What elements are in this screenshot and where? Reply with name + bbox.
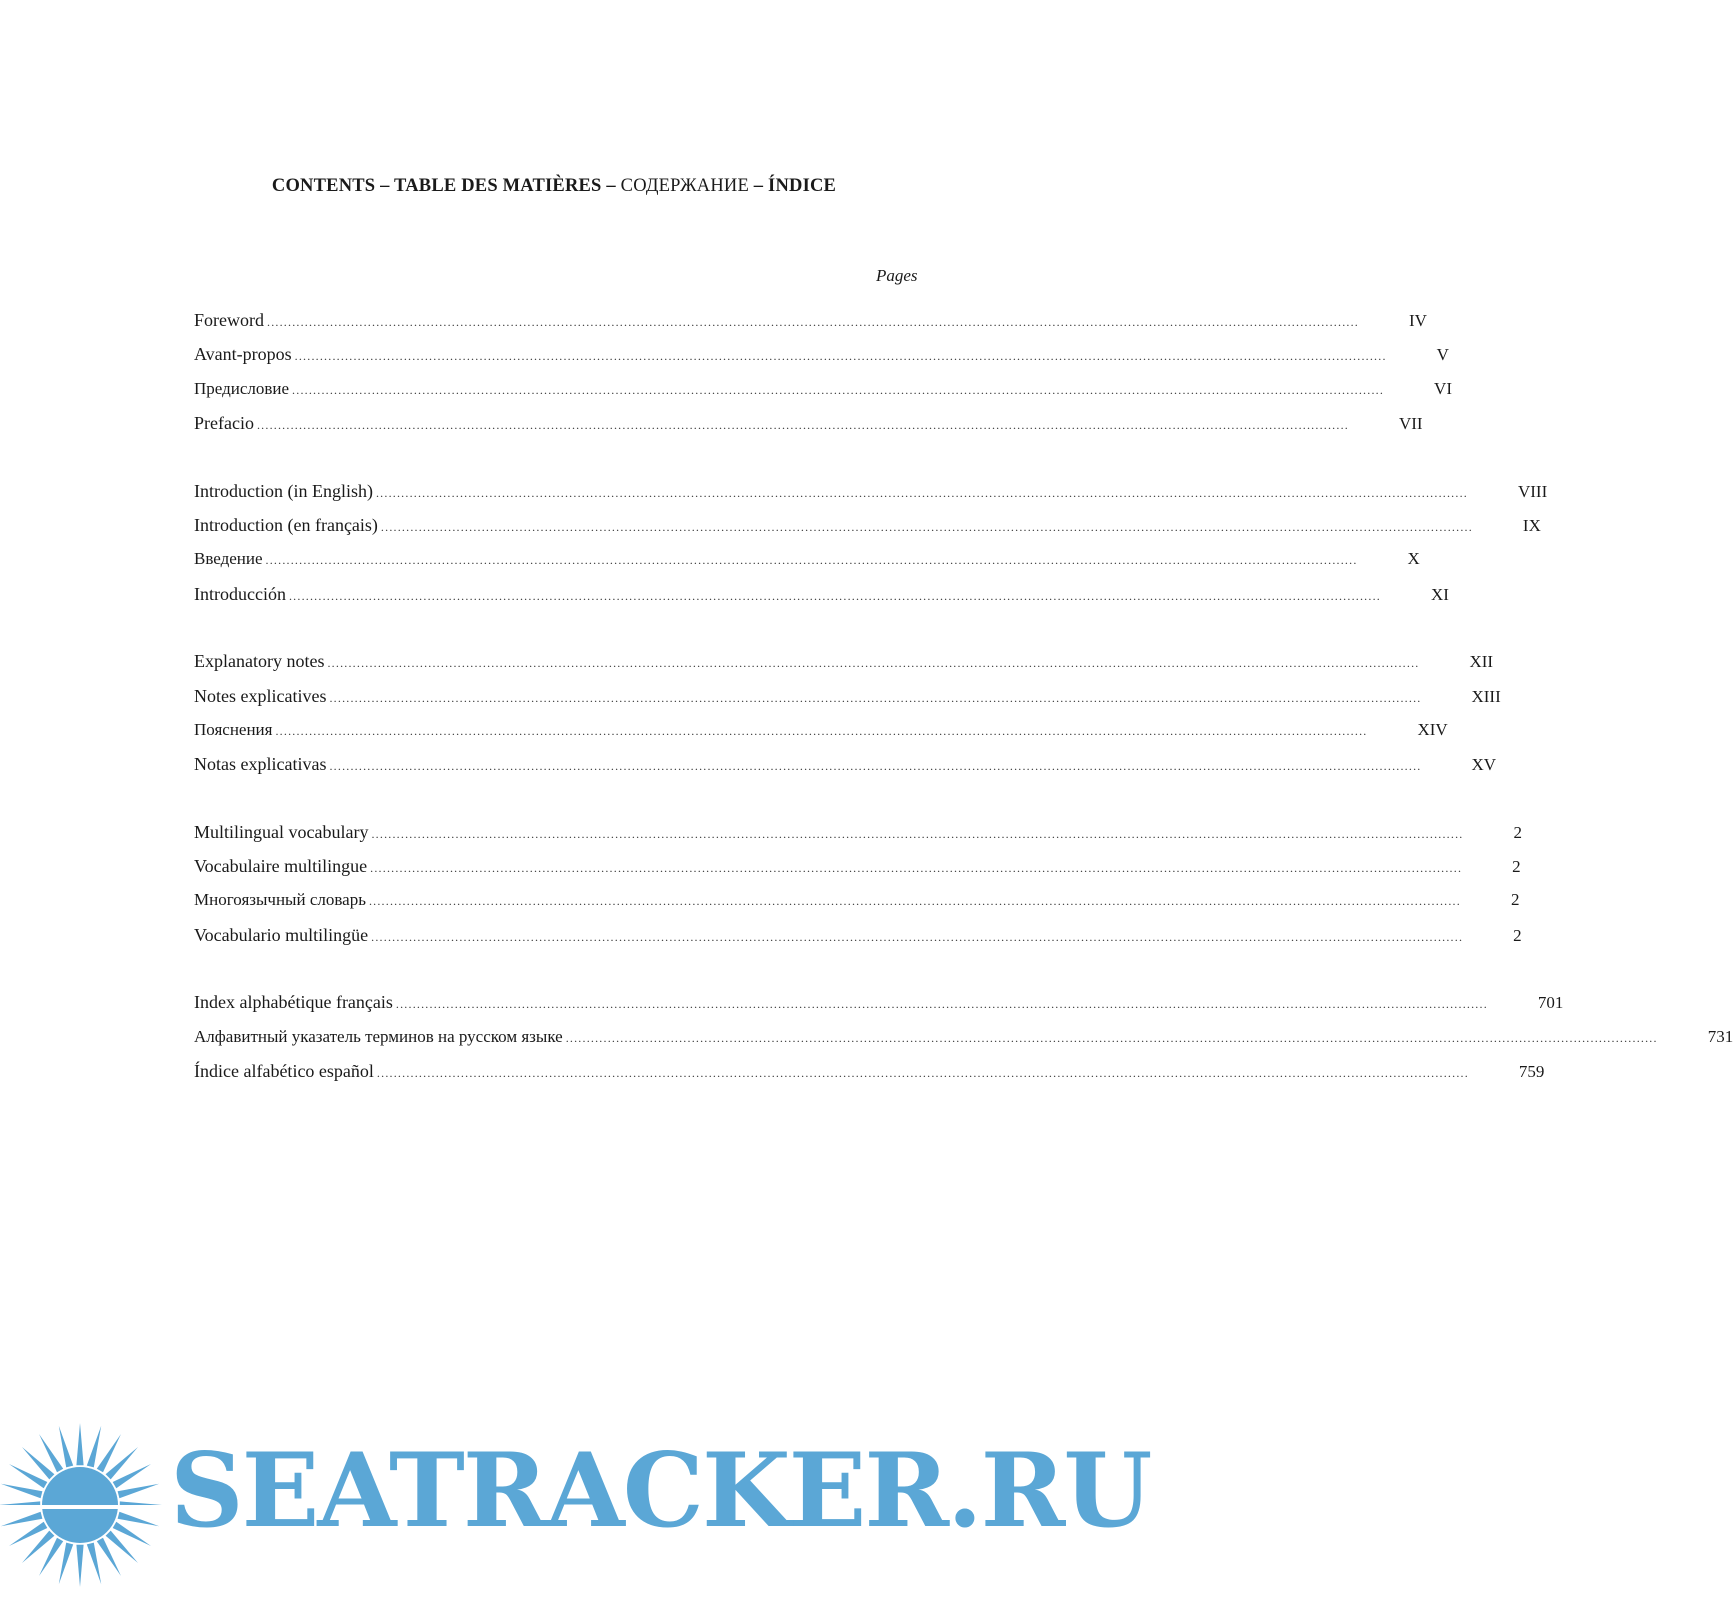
- title-part-latin: CONTENTS – TABLE DES MATIÈRES –: [271, 176, 621, 196]
- toc-entry[interactable]: [194, 651, 1494, 685]
- toc-entry-page-number: VI: [1434, 378, 1452, 398]
- toc-entry-page-number: V: [1436, 345, 1449, 365]
- toc-group: [194, 821, 1522, 960]
- toc-entry[interactable]: [194, 344, 1449, 378]
- toc-entry-page-number: 2: [1510, 890, 1520, 910]
- sun-ray: [87, 1543, 101, 1585]
- title-part-cyrillic: СОДЕРЖАНИЕ: [620, 176, 749, 196]
- toc-entry-label: Алфавитный указатель терминов на русском языке: [194, 1026, 563, 1046]
- toc-entry-label: Notes explicatives: [194, 685, 327, 706]
- sun-icon: [0, 1423, 170, 1587]
- dot-leader: ....................................................................................................................................................................................................................................................................: [371, 826, 1464, 841]
- dot-leader: ....................................................................................................................................................................................................................................................................: [395, 997, 1488, 1012]
- sun-ray: [118, 1512, 160, 1526]
- toc-entry-label: Vocabulario multilingüe: [194, 924, 369, 945]
- dot-leader: ....................................................................................................................................................................................................................................................................: [329, 759, 1422, 774]
- sun-ray: [76, 1423, 83, 1465]
- toc-entry-page-number: XIV: [1417, 719, 1448, 739]
- toc-entry[interactable]: [194, 754, 1497, 788]
- toc-entry-page-number: XII: [1469, 652, 1494, 672]
- toc-entry-page-number: IV: [1409, 311, 1427, 330]
- toc-entry[interactable]: [194, 856, 1521, 890]
- toc-entry-label: Introduction (in English): [194, 480, 373, 501]
- dot-leader: ....................................................................................................................................................................................................................................................................: [565, 1030, 1658, 1045]
- toc-entry[interactable]: [194, 413, 1423, 447]
- dot-leader: ....................................................................................................................................................................................................................................................................: [380, 519, 1473, 534]
- toc-entry[interactable]: [194, 310, 1427, 344]
- toc-entry-page-number: 2: [1513, 822, 1522, 842]
- toc-entry-page-number: XV: [1471, 755, 1497, 775]
- pages-column-label: Pages: [876, 266, 918, 285]
- page-title: [0, 176, 1108, 197]
- toc-group: [194, 480, 1548, 619]
- dot-leader: ....................................................................................................................................................................................................................................................................: [288, 588, 1381, 603]
- toc-entry-label: Introducción: [194, 583, 286, 604]
- toc-entry-label: Avant-propos: [194, 344, 292, 365]
- toc-entry-page-number: X: [1407, 549, 1420, 569]
- dot-leader: ....................................................................................................................................................................................................................................................................: [294, 349, 1387, 364]
- dot-leader: ....................................................................................................................................................................................................................................................................: [371, 929, 1464, 944]
- toc-entry-page-number: XI: [1430, 584, 1449, 604]
- sun-ray: [1, 1484, 43, 1498]
- dot-leader: ....................................................................................................................................................................................................................................................................: [375, 485, 1468, 500]
- toc-entry-label: Foreword: [194, 310, 264, 330]
- dot-leader: ....................................................................................................................................................................................................................................................................: [275, 723, 1368, 738]
- toc-entry[interactable]: [194, 924, 1522, 959]
- toc-entry-label: Vocabulaire multilingue: [194, 856, 368, 877]
- toc-entry[interactable]: [194, 992, 1564, 1026]
- toc-group: [194, 651, 1501, 789]
- toc-group: [194, 310, 1452, 448]
- dot-leader: ....................................................................................................................................................................................................................................................................: [370, 861, 1463, 876]
- toc-entry[interactable]: [194, 1026, 1733, 1061]
- toc-entry-page-number: 731: [1707, 1026, 1733, 1046]
- toc-entry-label: Índice alfabético español: [194, 1061, 374, 1082]
- dot-leader: ....................................................................................................................................................................................................................................................................: [265, 553, 1358, 568]
- sun-ray: [59, 1426, 73, 1468]
- toc-entry[interactable]: [194, 719, 1448, 754]
- toc-entry-label: Prefacio: [194, 413, 254, 434]
- toc-entry[interactable]: [194, 549, 1420, 583]
- dot-leader: ....................................................................................................................................................................................................................................................................: [329, 690, 1422, 705]
- toc-entry-page-number: IX: [1522, 515, 1541, 535]
- toc-entry-label: Предисловие: [194, 378, 290, 398]
- sun-ray: [118, 1484, 160, 1498]
- toc-entry-label: Index alphabétique français: [194, 992, 393, 1013]
- toc-entry-page-number: XIII: [1471, 686, 1501, 706]
- dot-leader: ....................................................................................................................................................................................................................................................................: [292, 382, 1385, 397]
- toc-entry-label: Explanatory notes: [194, 651, 325, 672]
- toc-entry-page-number: 759: [1518, 1062, 1545, 1082]
- toc-entry-page-number: VII: [1398, 414, 1423, 434]
- toc-entry[interactable]: [194, 1061, 1545, 1095]
- dot-leader: ....................................................................................................................................................................................................................................................................: [267, 315, 1359, 329]
- toc-group: [194, 992, 1733, 1095]
- toc-entry-page-number: 2: [1513, 925, 1522, 945]
- toc-entry[interactable]: [194, 583, 1449, 618]
- toc-entry[interactable]: [194, 378, 1452, 413]
- toc-entry-label: Пояснения: [194, 719, 273, 739]
- toc-entry-page-number: 2: [1512, 857, 1521, 877]
- toc-entry-label: Introduction (en français): [194, 514, 378, 535]
- sun-ray: [1, 1512, 43, 1526]
- toc-entry[interactable]: [194, 480, 1548, 515]
- toc-entry-label: Notas explicativas: [194, 754, 327, 775]
- toc-entry-label: Multilingual vocabulary: [194, 821, 369, 842]
- dot-leader: ....................................................................................................................................................................................................................................................................: [368, 894, 1461, 909]
- sun-ray: [87, 1426, 101, 1468]
- title-part-spanish: – ÍNDICE: [748, 176, 837, 196]
- toc-entry-page-number: 701: [1537, 993, 1564, 1013]
- watermark-text: SEATRACKER.RU: [170, 1431, 1151, 1551]
- toc-entry[interactable]: [194, 890, 1520, 924]
- toc-entry[interactable]: [194, 821, 1522, 856]
- toc-entry-label: Многоязычный словарь: [194, 890, 366, 910]
- dot-leader: ....................................................................................................................................................................................................................................................................: [256, 418, 1349, 433]
- sun-ray: [59, 1543, 73, 1585]
- sun-ray: [76, 1545, 83, 1587]
- toc-entry[interactable]: [194, 514, 1541, 549]
- toc-entry[interactable]: [194, 685, 1501, 720]
- dot-leader: ....................................................................................................................................................................................................................................................................: [376, 1066, 1469, 1081]
- table-of-contents: [194, 310, 1733, 1128]
- dot-leader: ....................................................................................................................................................................................................................................................................: [327, 656, 1420, 671]
- toc-entry-label: Введение: [194, 549, 263, 569]
- toc-entry-page-number: VIII: [1517, 481, 1548, 501]
